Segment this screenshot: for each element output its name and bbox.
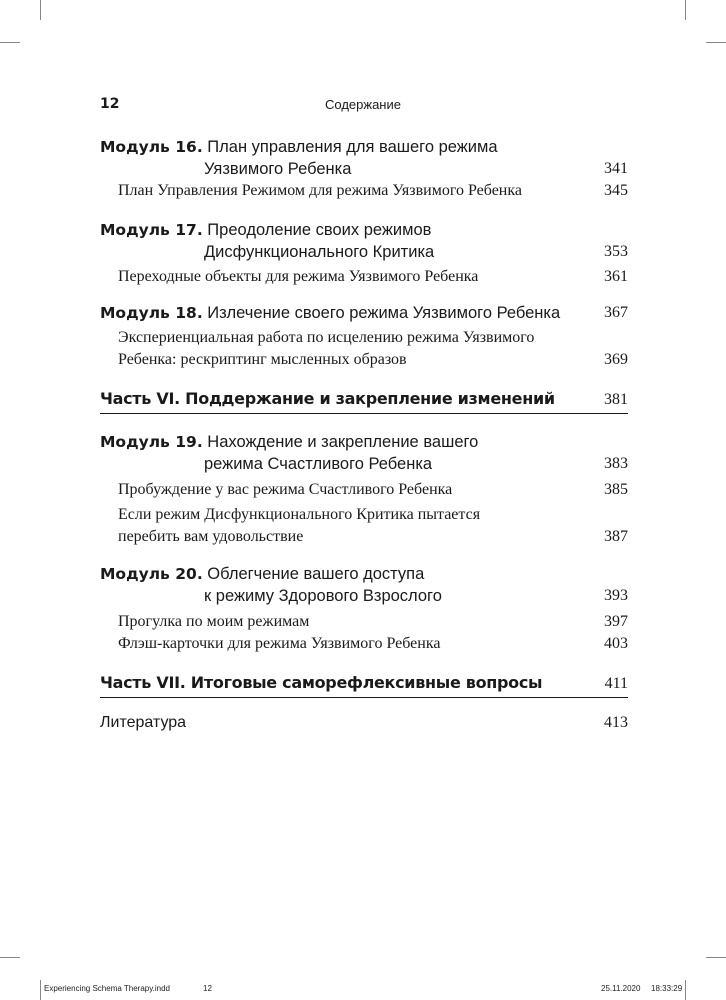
toc-section[interactable] <box>100 266 628 288</box>
toc-section[interactable] <box>100 504 628 548</box>
part-title: Часть VII. Итоговые саморефлексивные вопросы <box>100 673 543 692</box>
crop-mark <box>0 957 20 958</box>
module-label: Модуль 20. <box>100 565 203 583</box>
toc-section[interactable] <box>100 479 628 501</box>
section-title: Пробуждение у вас режима Счастливого Ребенка <box>118 481 453 498</box>
module-title: Облегчение вашего доступа <box>207 565 425 583</box>
module-label: Модуль 16. <box>100 138 203 156</box>
page-ref: 397 <box>604 613 628 630</box>
running-head: Содержание <box>325 97 401 112</box>
section-title: Переходные объекты для режима Уязвимого Ребенка <box>118 268 479 285</box>
section-title: Экспериенциальная работа по исцелению режима Уязвимого <box>118 329 535 346</box>
section-title-line2: Ребенка: рескриптинг мысленных образов <box>118 351 407 368</box>
module-label: Модуль 19. <box>100 433 203 451</box>
slug-page: 12 <box>203 984 212 993</box>
module-title: Нахождение и закрепление вашего <box>207 433 479 451</box>
section-title: План Управления Режимом для режима Уязвимого Ребенка <box>118 182 522 199</box>
slug-filename: Experiencing Schema Therapy.indd <box>44 984 170 993</box>
module-title: Излечение своего режима Уязвимого Ребенка <box>207 304 561 322</box>
module-label: Модуль 18. <box>100 304 203 322</box>
toc-part-6[interactable] <box>100 387 628 414</box>
toc-module-17[interactable] <box>100 219 628 263</box>
page-ref: 341 <box>604 160 628 177</box>
module-title-line2: к режиму Здорового Взрослого <box>204 587 442 605</box>
slug-time: 18:33:29 <box>651 984 683 993</box>
toc-section[interactable] <box>100 633 628 655</box>
page-ref: 369 <box>604 351 628 368</box>
toc-literature[interactable] <box>100 712 628 734</box>
toc-module-19[interactable] <box>100 431 628 475</box>
page-ref: 393 <box>604 587 628 604</box>
toc-section[interactable] <box>100 611 628 633</box>
crop-mark <box>40 0 41 20</box>
toc-module-18[interactable] <box>100 302 628 324</box>
toc-part-7[interactable] <box>100 671 628 698</box>
page-ref: 403 <box>604 635 628 652</box>
module-title: Преодоление своих режимов <box>207 221 432 239</box>
page-ref: 387 <box>604 528 628 545</box>
table-of-contents <box>100 130 628 734</box>
toc-module-20[interactable] <box>100 563 628 607</box>
module-title-line2: Дисфункционального Критика <box>204 243 435 261</box>
section-title: Прогулка по моим режимам <box>118 613 310 630</box>
page-ref: 353 <box>604 243 628 260</box>
section-title: Флэш-карточки для режима Уязвимого Ребенка <box>118 635 441 652</box>
page-ref: 361 <box>604 268 628 285</box>
print-slug <box>0 970 726 1000</box>
crop-mark <box>685 0 686 20</box>
page-number: 12 <box>100 96 120 112</box>
slug-date: 25.11.2020 <box>601 984 641 993</box>
page-ref: 385 <box>604 481 628 498</box>
toc-section[interactable] <box>100 180 628 202</box>
module-title: План управления для вашего режима <box>207 138 498 156</box>
crop-mark <box>706 957 726 958</box>
module-title-line2: режима Счастливого Ребенка <box>204 455 433 473</box>
module-label: Модуль 17. <box>100 221 203 239</box>
section-title: Если режим Дисфункционального Критика пытается <box>118 506 481 523</box>
toc-module-16[interactable] <box>100 136 628 180</box>
literature-title: Литература <box>100 714 187 731</box>
module-title-line2: Уязвимого Ребенка <box>204 160 352 178</box>
page-ref: 345 <box>604 182 628 199</box>
crop-mark <box>0 42 20 43</box>
page-ref: 411 <box>604 675 628 692</box>
toc-section[interactable] <box>100 327 628 371</box>
page-ref: 383 <box>604 455 628 472</box>
part-title: Часть VI. Поддержание и закрепление изменений <box>100 389 555 408</box>
crop-mark <box>706 42 726 43</box>
page-ref: 367 <box>604 304 628 321</box>
section-title-line2: перебить вам удовольствие <box>118 528 304 545</box>
page-ref: 381 <box>604 391 628 408</box>
page-ref: 413 <box>604 714 628 731</box>
page-header <box>100 96 626 116</box>
